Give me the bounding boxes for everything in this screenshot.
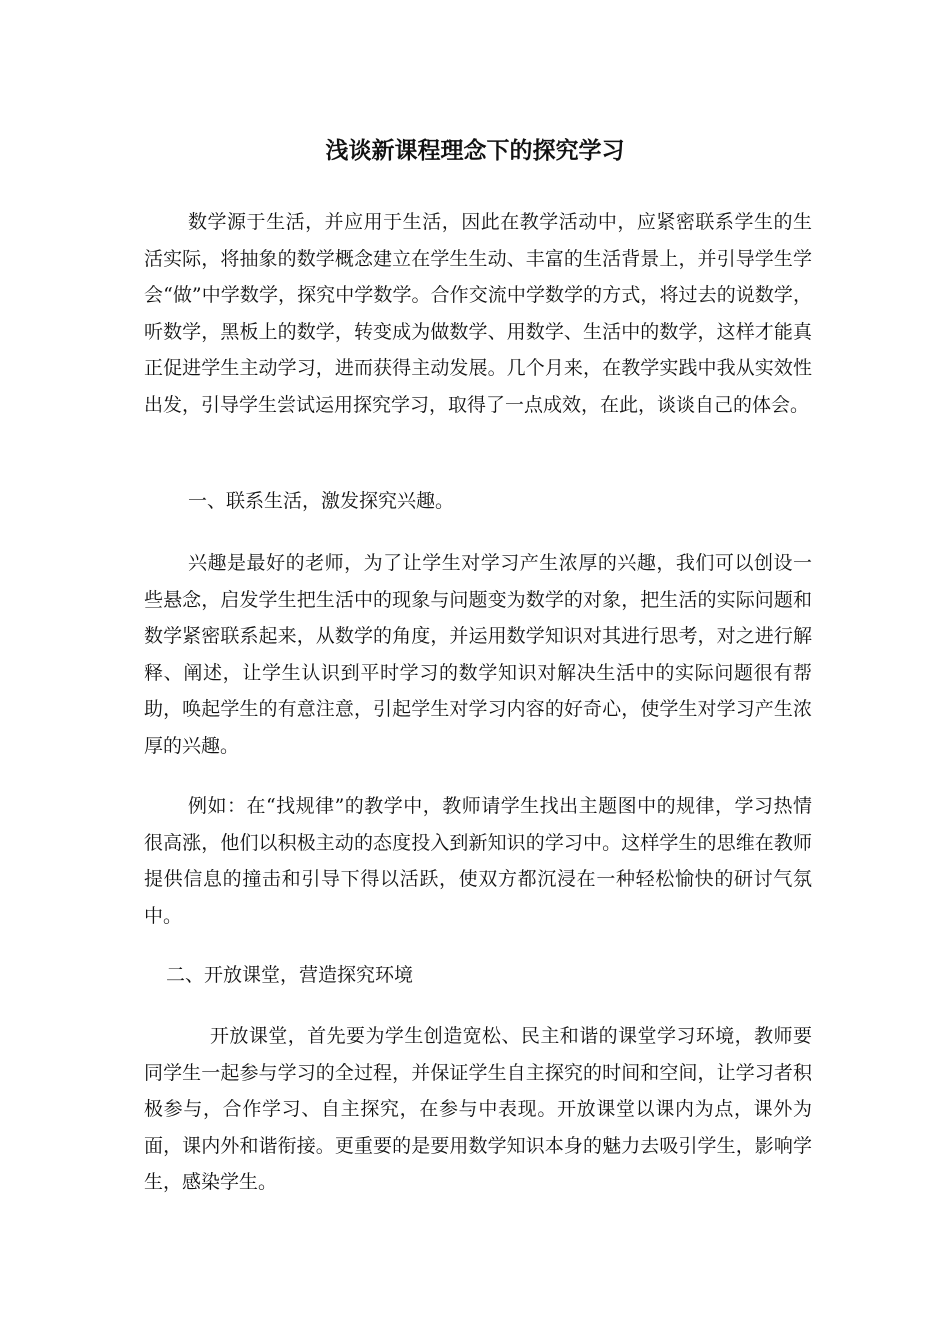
section-heading-1: 一、联系生活，激发探究兴趣。: [188, 490, 455, 512]
section-heading-2: 二、开放课堂，营造探究环境: [166, 964, 414, 986]
paragraph-open-classroom: 开放课堂，首先要为学生创造宽松、民主和谐的课堂学习环境，教师要同学生一起参与学习的全过程，并保证学生自主探究的时间和空间，让学习者积极参与，合作学习、自主探究，在参与中表现。开放课堂以课内为点，课外为面，课内外和谐衔接。更重要的是要用数学知识本身的魅力去吸引学生，影响学生，感染学生。: [144, 1025, 812, 1193]
paragraph-intro: 数学源于生活，并应用于生活，因此在教学活动中，应紧密联系学生的生活实际，将抽象的数学概念建立在学生生动、丰富的生活背景上，并引导学生学会“做”中学数学，探究中学数学。合作交流中学数学的方式，将过去的说数学，听数学，黑板上的数学，转变成为做数学、用数学、生活中的数学，这样才能真正促进学生主动学习，进而获得主动发展。几个月来，在教学实践中我从实效性出发，引导学生尝试运用探究学习，取得了一点成效，在此，谈谈自己的体会。: [144, 211, 812, 416]
paragraph-example: 例如：在“找规律”的教学中，教师请学生找出主题图中的规律，学习热情很高涨，他们以积极主动的态度投入到新知识的学习中。这样学生的思维在教师提供信息的撞击和引导下得以活跃，使双方都沉浸在一种轻松愉快的研讨气氛中。: [144, 795, 812, 927]
document-title: 浅谈新课程理念下的探究学习: [325, 137, 625, 164]
paragraph-interest: 兴趣是最好的老师，为了让学生对学习产生浓厚的兴趣，我们可以创设一些悬念，启发学生把生活中的现象与问题变为数学的对象，把生活的实际问题和数学紧密联系起来，从数学的角度，并运用数学知识对其进行思考，对之进行解释、阐述，让学生认识到平时学习的数学知识对解决生活中的实际问题很有帮助，唤起学生的有意注意，引起学生对学习内容的好奇心，使学生对学习产生浓厚的兴趣。: [144, 552, 812, 757]
